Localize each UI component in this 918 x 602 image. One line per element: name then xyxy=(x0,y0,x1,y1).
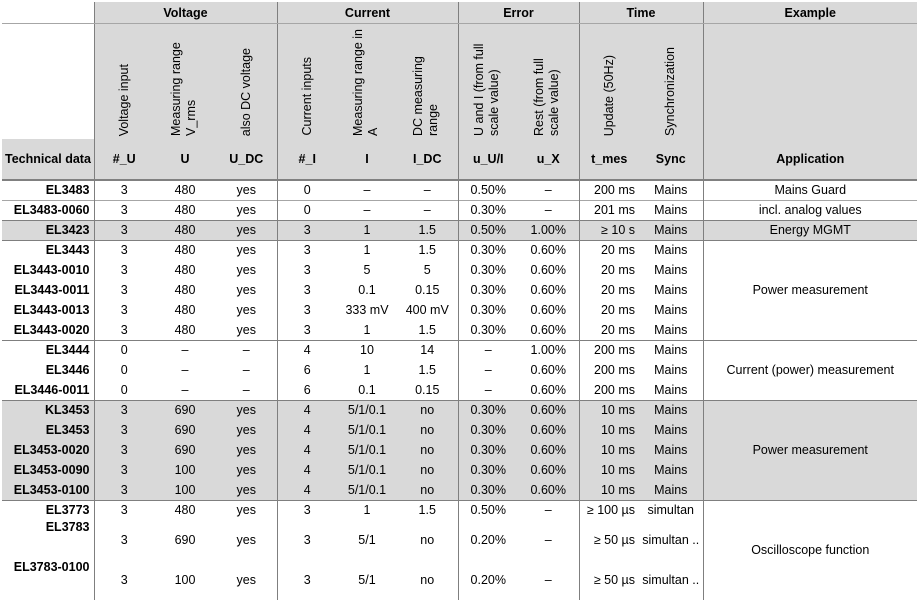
cell-u-u-i: 0.30% xyxy=(458,400,518,420)
cell-u: 690 xyxy=(174,533,196,547)
cell-u-x: 0.60% xyxy=(530,263,566,277)
cell-t-mes: ≥ 10 s xyxy=(579,220,639,240)
cell-u-dc: yes xyxy=(236,573,256,587)
cell-u-dc: yes xyxy=(216,480,277,500)
cell-i: 1 xyxy=(337,240,397,260)
cell--u: 0 xyxy=(94,340,154,360)
table-body xyxy=(2,180,917,600)
cell--u: 3 xyxy=(94,320,154,340)
cell-i-dc: no xyxy=(397,440,458,460)
cell-i-dc: no xyxy=(397,400,458,420)
cell-u: 480 xyxy=(154,240,216,260)
cell-u-u-i: 0.20% xyxy=(458,520,518,560)
cell-t-mes: 201 ms xyxy=(579,200,639,220)
col-desc-dc-measuring-range: DC measuring range xyxy=(411,56,441,136)
cell-u: – xyxy=(181,382,189,397)
cell-u-dc: yes xyxy=(216,220,277,240)
row-device-name: EL3443 xyxy=(2,240,94,260)
cell-u: 100 xyxy=(154,460,216,480)
cell-u-dc: yes xyxy=(216,460,277,480)
symbol-i: I xyxy=(337,139,397,180)
cell--u: 0 xyxy=(94,380,154,400)
cell-i-dc: no xyxy=(397,420,458,440)
cell-u-u-i: 0.30% xyxy=(458,320,518,340)
cell--i: 6 xyxy=(277,360,337,380)
cell-i-dc: 0.15 xyxy=(415,382,440,397)
cell--i: 3 xyxy=(277,220,337,240)
col-desc-current-inputs: Current inputs xyxy=(299,57,314,136)
symbol-u: U xyxy=(154,139,216,180)
row-device-name: EL3446-0011 xyxy=(14,382,90,397)
cell-t-mes: ≥ 50 µs xyxy=(579,520,639,560)
cell-u: 100 xyxy=(154,480,216,500)
cell--i: 3 xyxy=(277,560,337,600)
cell-u-u-i: 0.30% xyxy=(458,300,518,320)
cell-i-dc: no xyxy=(420,533,435,547)
cell-t-mes: 20 ms xyxy=(579,240,639,260)
col-desc-error-ui: U and I (from full scale value) xyxy=(472,43,502,136)
row-device-name: EL3446 xyxy=(45,363,90,377)
cell-t-mes: ≥ 100 µs xyxy=(579,500,639,520)
cell-t-mes: 10 ms xyxy=(579,460,639,480)
cell-u-x: – xyxy=(518,500,579,520)
cell--u: 3 xyxy=(94,400,154,420)
cell-u-u-i: 0.50% xyxy=(458,500,518,520)
cell--i: 4 xyxy=(277,420,337,440)
table-row xyxy=(2,400,917,420)
group-example: Example xyxy=(703,2,917,24)
cell-u-u-i: 0.30% xyxy=(458,280,518,300)
cell--i: 3 xyxy=(277,240,337,260)
cell-u-x: 0.60% xyxy=(518,400,579,420)
cell-u-x: 0.60% xyxy=(518,460,579,480)
cell-u-dc: yes xyxy=(216,420,277,440)
example-desc-cell xyxy=(703,24,917,140)
cell-u: – xyxy=(181,363,189,377)
row-device-name: EL3423 xyxy=(2,220,94,240)
cell-i: – xyxy=(337,200,397,220)
cell-t-mes: 10 ms xyxy=(579,400,639,420)
group-current: Current xyxy=(277,2,458,24)
row-device-name: EL3444 xyxy=(2,340,94,360)
cell--u: 3 xyxy=(94,280,154,300)
cell-sync: Mains xyxy=(639,240,703,260)
cell-sync: Mains xyxy=(654,183,688,198)
cell-u-x: 0.60% xyxy=(530,363,566,377)
cell-u-dc: yes xyxy=(236,283,256,297)
col-desc-sync: Synchronization xyxy=(663,47,678,136)
cell-i-dc: – xyxy=(423,183,431,198)
cell-t-mes: 10 ms xyxy=(579,480,639,500)
cell-sync: Mains xyxy=(654,322,688,337)
cell--u: 3 xyxy=(94,180,154,200)
cell-u: 480 xyxy=(154,200,216,220)
cell-u-dc: yes xyxy=(216,500,277,520)
row-header-technical-data: Technical data xyxy=(2,139,94,180)
cell-i: 5/1/0.1 xyxy=(337,440,397,460)
cell-sync: Mains xyxy=(639,400,703,420)
cell-u-dc: yes xyxy=(236,303,256,317)
cell-t-mes: 20 ms xyxy=(579,300,639,320)
table-row xyxy=(2,500,917,520)
symbol-num-u: #_U xyxy=(94,139,154,180)
cell-sync: Mains xyxy=(639,420,703,440)
row-device-name: KL3453 xyxy=(2,400,94,420)
application-header: Application xyxy=(703,139,917,180)
table-row xyxy=(2,220,917,240)
cell--u: 3 xyxy=(94,520,154,560)
cell-sync: Mains xyxy=(639,480,703,500)
cell-i: – xyxy=(363,183,371,198)
row-device-name: EL3453-0090 xyxy=(2,460,94,480)
application-cell: Power measurement xyxy=(703,240,917,340)
symbol-num-i: #_I xyxy=(277,139,337,180)
application-cell: Oscilloscope function xyxy=(703,500,917,600)
cell--i: 3 xyxy=(277,260,337,280)
cell-i-dc: 1.5 xyxy=(418,322,436,337)
cell--u: 3 xyxy=(94,200,154,220)
row-device-name: EL3443-0013 xyxy=(13,303,90,317)
row-device-name: EL3443-0020 xyxy=(13,322,90,337)
cell-sync: Mains xyxy=(639,340,703,360)
cell-u-dc: – xyxy=(242,382,250,397)
cell-sync: Mains xyxy=(654,382,688,397)
group-error: Error xyxy=(458,2,579,24)
cell--i: 4 xyxy=(277,400,337,420)
cell--u: 3 xyxy=(94,480,154,500)
cell-i: 10 xyxy=(337,340,397,360)
cell-t-mes: 20 ms xyxy=(579,280,639,300)
symbol-u-ui: u_U/I xyxy=(458,139,518,180)
cell-u: 480 xyxy=(174,322,196,337)
application-cell: Current (power) measurement xyxy=(703,340,917,400)
cell-u-x: 0.60% xyxy=(518,480,579,500)
symbol-u-x: u_X xyxy=(518,139,579,180)
cell-t-mes: 200 ms xyxy=(579,180,639,200)
cell-u-dc: yes xyxy=(236,263,256,277)
cell-u: 690 xyxy=(154,440,216,460)
row-device-name: EL3453 xyxy=(2,420,94,440)
cell-t-mes: 20 ms xyxy=(579,320,639,340)
cell-u-u-i: 0.30% xyxy=(458,200,518,220)
cell-sync: Mains xyxy=(654,283,688,297)
application-cell: Power measurement xyxy=(703,400,917,500)
symbol-i-dc: I_DC xyxy=(397,139,458,180)
cell--u: 3 xyxy=(94,460,154,480)
row-device-name: EL3443-0010 xyxy=(13,263,90,277)
table-row xyxy=(2,180,917,200)
cell-t-mes: 20 ms xyxy=(579,260,639,280)
cell-i: 333 mV xyxy=(345,303,389,317)
cell-i: 1 xyxy=(363,363,371,377)
cell-u: 480 xyxy=(174,283,196,297)
table-row xyxy=(2,200,917,220)
corner-desc-cell xyxy=(2,24,94,140)
symbol-t-mes: t_mes xyxy=(579,139,639,180)
cell-u-x: 1.00% xyxy=(518,340,579,360)
cell--i: 3 xyxy=(277,500,337,520)
cell-u-dc: yes xyxy=(216,400,277,420)
cell--i: 4 xyxy=(277,340,337,360)
corner-cell xyxy=(2,2,94,24)
cell-i: 5/1/0.1 xyxy=(337,400,397,420)
cell-u-dc: yes xyxy=(216,200,277,220)
cell-sync: simultan .. xyxy=(642,573,700,587)
cell-i-dc: no xyxy=(397,480,458,500)
cell-u-x: 0.60% xyxy=(530,382,566,397)
application-cell: Energy MGMT xyxy=(703,220,917,240)
row-device-name: EL3453-0100 xyxy=(2,480,94,500)
cell--i: 0 xyxy=(277,180,337,200)
cell-u: 100 xyxy=(174,573,196,587)
cell-u-u-i: 0.30% xyxy=(458,460,518,480)
cell-u-u-i: 0.30% xyxy=(458,420,518,440)
row-device-name: EL3443-0011 xyxy=(14,283,90,297)
cell--i: 3 xyxy=(277,320,337,340)
cell-i: 5/1/0.1 xyxy=(337,480,397,500)
symbol-sync: Sync xyxy=(639,139,703,180)
cell-u: 480 xyxy=(174,183,196,198)
cell-u-x: – xyxy=(518,200,579,220)
cell-sync: simultan xyxy=(639,500,703,520)
row-device-name: EL3483-0060 xyxy=(2,200,94,220)
cell-t-mes: 10 ms xyxy=(579,420,639,440)
cell--u: 3 xyxy=(94,240,154,260)
col-desc-measuring-range-v: Measuring range V_rms xyxy=(169,42,198,136)
cell-t-mes: ≥ 50 µs xyxy=(579,560,639,600)
cell-u-u-i: – xyxy=(458,340,518,360)
cell-i: 5/1 xyxy=(358,533,376,547)
cell-u-dc: yes xyxy=(216,440,277,460)
cell-i: 0.1 xyxy=(358,283,376,297)
cell--u: 3 xyxy=(94,220,154,240)
cell--i: 4 xyxy=(277,440,337,460)
cell-i-dc: – xyxy=(397,200,458,220)
cell-u-x: 0.60% xyxy=(518,240,579,260)
cell--u: 0 xyxy=(94,360,154,380)
cell-u-u-i: 0.20% xyxy=(458,560,518,600)
cell--u: 3 xyxy=(94,500,154,520)
cell-sync: Mains xyxy=(654,363,688,377)
row-device-name: EL3483 xyxy=(45,183,90,198)
cell--u: 3 xyxy=(94,440,154,460)
cell--u: 3 xyxy=(94,300,154,320)
cell--i: 3 xyxy=(277,300,337,320)
cell-i-dc: 1.5 xyxy=(397,500,458,520)
cell--i: 0 xyxy=(277,200,337,220)
cell-i: 5/1/0.1 xyxy=(337,420,397,440)
cell-u-dc: – xyxy=(242,363,250,377)
cell-u: – xyxy=(154,340,216,360)
table-row xyxy=(2,340,917,360)
cell-sync: Mains xyxy=(639,220,703,240)
cell--i: 6 xyxy=(277,380,337,400)
col-desc-measuring-range-a: Measuring range in A xyxy=(351,28,380,136)
table-row xyxy=(2,240,917,260)
cell-u-x: 0.60% xyxy=(530,322,566,337)
cell-u: 690 xyxy=(154,420,216,440)
cell-i: 5/1 xyxy=(358,573,376,587)
cell-u: 480 xyxy=(174,263,196,277)
cell-sync: Mains xyxy=(639,460,703,480)
cell-u-dc: yes xyxy=(236,183,256,198)
cell--i: 3 xyxy=(277,280,337,300)
cell-i-dc: 14 xyxy=(397,340,458,360)
cell-u-u-i: – xyxy=(458,360,518,380)
cell--i: 4 xyxy=(277,480,337,500)
cell-t-mes: 200 ms xyxy=(579,380,639,400)
cell-i: 1 xyxy=(337,220,397,240)
cell-i: 1 xyxy=(363,322,371,337)
cell-i-dc: 1.5 xyxy=(397,240,458,260)
cell-i-dc: 5 xyxy=(423,263,431,277)
cell-i-dc: no xyxy=(420,573,435,587)
cell-sync: Mains xyxy=(654,303,688,317)
cell-sync: Mains xyxy=(639,440,703,460)
col-desc-voltage-input: Voltage input xyxy=(116,63,131,136)
cell-u-u-i: 0.50% xyxy=(458,180,518,200)
application-cell: incl. analog values xyxy=(703,200,917,220)
cell-u-dc: yes xyxy=(236,533,256,547)
cell-u-x: – xyxy=(544,573,552,587)
cell--u: 3 xyxy=(94,560,154,600)
application-cell: Mains Guard xyxy=(703,180,917,200)
cell-i-dc: 1.5 xyxy=(397,220,458,240)
cell-t-mes: 200 ms xyxy=(579,340,639,360)
cell-u-x: – xyxy=(544,183,552,198)
cell-u-x: 0.60% xyxy=(530,303,566,317)
cell-u-u-i: 0.30% xyxy=(458,260,518,280)
cell-u-dc: yes xyxy=(236,322,256,337)
cell-t-mes: 200 ms xyxy=(579,360,639,380)
cell-u: 480 xyxy=(154,220,216,240)
cell-u-dc: – xyxy=(216,340,277,360)
row-device-name: EL3453-0020 xyxy=(2,440,94,460)
cell-u-x: – xyxy=(544,533,552,547)
col-desc-error-rest: Rest (from full scale value) xyxy=(532,58,562,136)
cell-u: 480 xyxy=(154,500,216,520)
symbol-u-dc: U_DC xyxy=(216,139,277,180)
cell-u-dc: yes xyxy=(216,240,277,260)
col-desc-also-dc-voltage: also DC voltage xyxy=(238,47,253,136)
cell-i: 5/1/0.1 xyxy=(337,460,397,480)
cell-u-x: 0.60% xyxy=(518,440,579,460)
row-device-name: EL3783-0100 xyxy=(13,560,90,574)
cell-u: 690 xyxy=(154,400,216,420)
cell-u-u-i: 0.50% xyxy=(458,220,518,240)
cell-u-u-i: 0.30% xyxy=(458,240,518,260)
cell-sync: simultan .. xyxy=(642,533,700,547)
row-device-name: EL3783 xyxy=(45,520,90,534)
cell-i-dc: 1.5 xyxy=(418,363,436,377)
cell-sync: Mains xyxy=(639,200,703,220)
cell-i-dc: 400 mV xyxy=(405,303,449,317)
cell--u: 3 xyxy=(94,420,154,440)
cell-sync: Mains xyxy=(654,263,688,277)
cell-u-x: 0.60% xyxy=(518,420,579,440)
group-voltage: Voltage xyxy=(94,2,277,24)
cell-i-dc: no xyxy=(397,460,458,480)
cell-u-u-i: 0.30% xyxy=(458,440,518,460)
row-device-name: EL3773 xyxy=(2,500,94,520)
cell-i-dc: 0.15 xyxy=(415,283,440,297)
cell-i: 0.1 xyxy=(358,382,376,397)
cell-u-x: 1.00% xyxy=(518,220,579,240)
cell--u: 3 xyxy=(94,260,154,280)
technical-data-table xyxy=(2,2,917,600)
group-time: Time xyxy=(579,2,703,24)
cell-u-x: 0.60% xyxy=(530,283,566,297)
cell-t-mes: 10 ms xyxy=(579,440,639,460)
col-desc-update: Update (50Hz) xyxy=(601,54,616,136)
cell-u-u-i: 0.30% xyxy=(458,480,518,500)
cell--i: 3 xyxy=(277,520,337,560)
cell-i: 5 xyxy=(363,263,371,277)
cell-u-u-i: – xyxy=(458,380,518,400)
cell--i: 4 xyxy=(277,460,337,480)
cell-i: 1 xyxy=(337,500,397,520)
cell-u: 480 xyxy=(174,303,196,317)
